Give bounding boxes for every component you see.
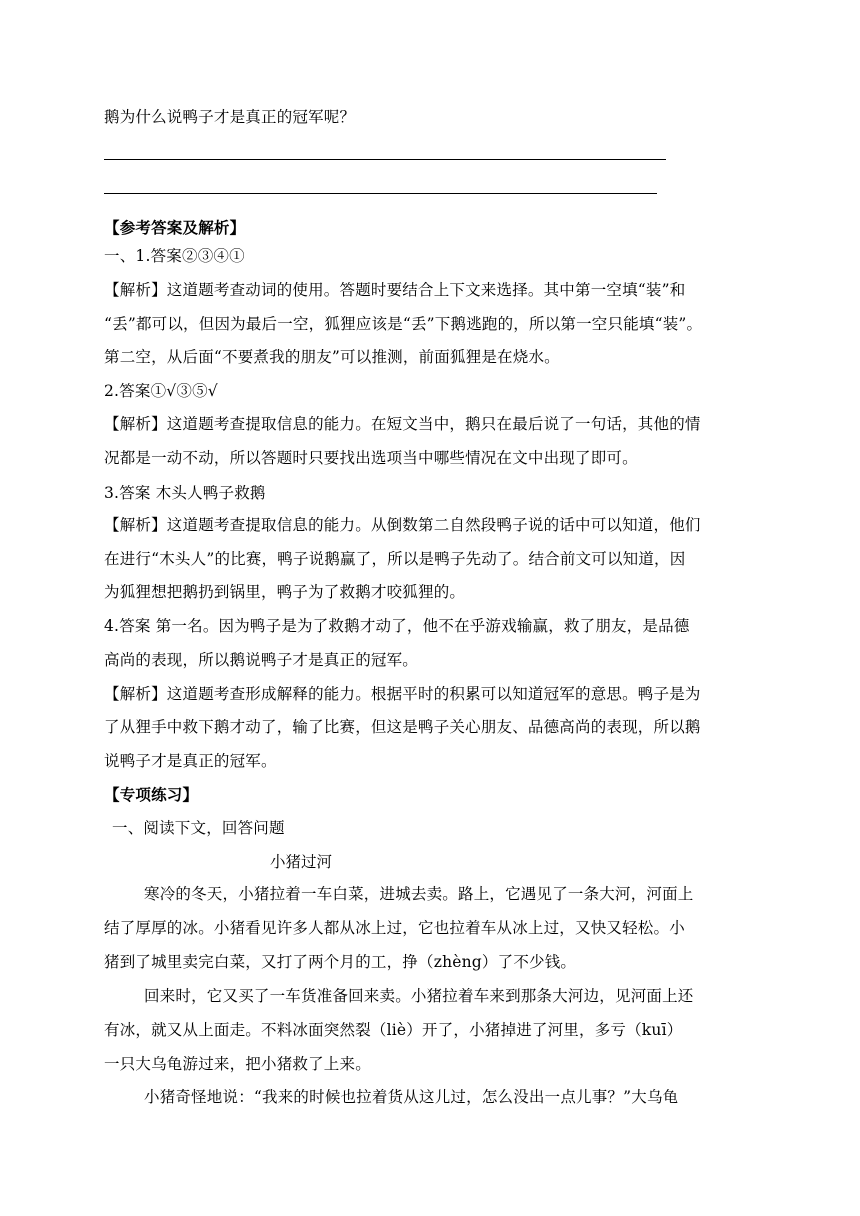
answer-line: 2.答案①√③⑤√ — [104, 382, 218, 400]
answer-line: 【解析】这道题考查动词的使用。答题时要结合上下文来选择。其中第一空填“装”和 — [104, 281, 686, 299]
answer-line: 一、1.答案②③④① — [104, 247, 245, 265]
answer-line: 况都是一动不动，所以答题时只要找出选项当中哪些情况在文中出现了即可。 — [104, 449, 638, 467]
question-text: 鹅为什么说鸭子才是真正的冠军呢？ — [104, 108, 356, 126]
answer-line: 为狐狸想把鹅扔到锅里，鸭子为了救鹅才咬狐狸的。 — [104, 583, 466, 601]
story-line: 结了厚厚的冰。小猪看见许多人都从冰上过，它也拉着车从冰上过，又快又轻松。小 — [104, 919, 685, 937]
answer-line: 4.答案 第一名。因为鸭子是为了救鹅才动了，他不在乎游戏输赢，救了朋友，是品德 — [104, 617, 690, 635]
answer-line: “丢”都可以，但因为最后一空，狐狸应该是“丢”下鹅逃跑的，所以第一空只能填“装”。 — [104, 315, 703, 333]
answer-blank-line-2 — [104, 193, 657, 194]
answer-blank-line-1 — [104, 159, 666, 160]
answer-line: 说鸭子才是真正的冠军。 — [104, 752, 277, 770]
answer-line: 高尚的表现，所以鹅说鸭子才是真正的冠军。 — [104, 651, 419, 669]
story-line: 有冰，就又从上面走。不料冰面突然裂（liè）开了，小猪掉进了河里，多亏（kuī） — [104, 1021, 683, 1039]
practice-instruction: 一、阅读下文，回答问题 — [112, 819, 285, 837]
answer-line: 第二空，从后面“不要煮我的朋友”可以推测，前面狐狸是在烧水。 — [104, 348, 560, 366]
answer-line: 3.答案 木头人鸭子救鹅 — [104, 484, 266, 502]
answer-line: 【解析】这道题考查提取信息的能力。在短文当中，鹅只在最后说了一句话，其他的情 — [104, 415, 701, 433]
story-line: 回来时，它又买了一车货准备回来卖。小猪拉着车来到那条大河边，见河面上还 — [144, 987, 694, 1005]
story-line: 小猪奇怪地说：“我来的时候也拉着货从这儿过，怎么没出一点儿事？”大乌龟 — [144, 1088, 679, 1106]
answer-line: 了从狸手中救下鹅才动了，输了比赛，但这是鸭子关心朋友、品德高尚的表现，所以鹅 — [104, 718, 701, 736]
answer-line: 【解析】这道题考查形成解释的能力。根据平时的积累可以知道冠军的意思。鸭子是为 — [104, 685, 701, 703]
story-title: 小猪过河 — [270, 853, 333, 871]
answer-line: 【解析】这道题考查提取信息的能力。从倒数第二自然段鸭子说的话中可以知道，他们 — [104, 516, 701, 534]
answer-section-heading: 【参考答案及解析】 — [104, 218, 246, 237]
story-line: 寒冷的冬天，小猪拉着一车白菜，进城去卖。路上，它遇见了一条大河，河面上 — [144, 885, 694, 903]
story-line: 猪到了城里卖完白菜，又打了两个月的工，挣（zhèng）了不少钱。 — [104, 953, 577, 971]
practice-section-heading: 【专项练习】 — [104, 785, 199, 804]
story-line: 一只大乌龟游过来，把小猪救了上来。 — [104, 1055, 371, 1073]
answer-line: 在进行“木头人”的比赛，鸭子说鹅赢了，所以是鸭子先动了。结合前文可以知道，因 — [104, 550, 686, 568]
